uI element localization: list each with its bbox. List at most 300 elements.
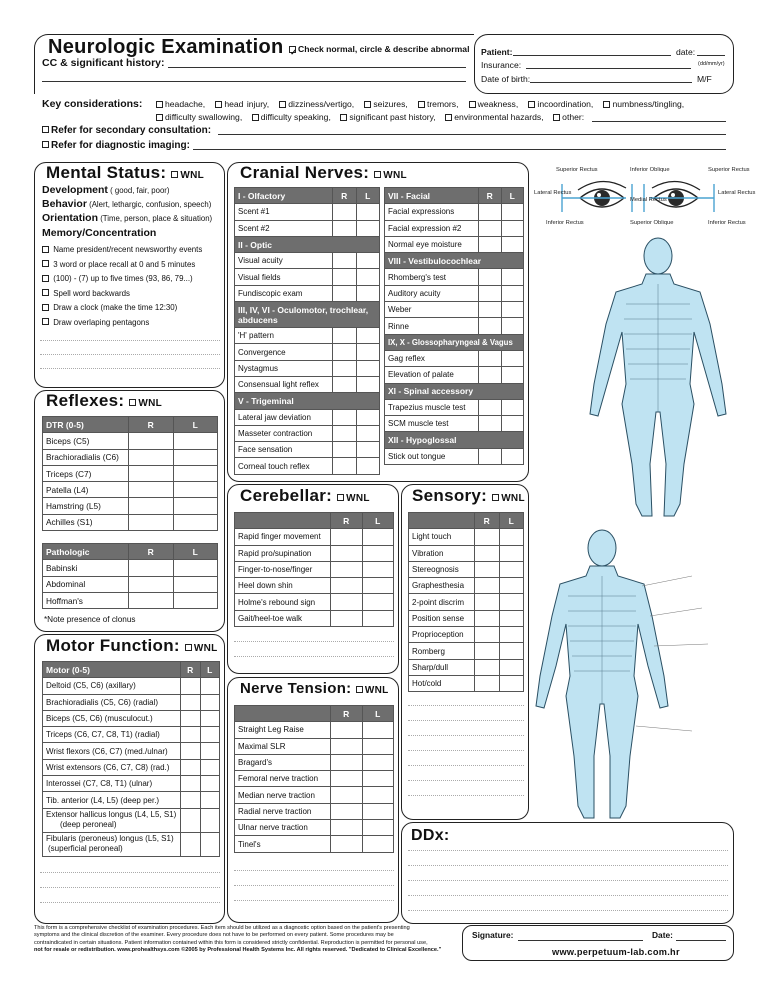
cell-r[interactable] <box>333 344 357 360</box>
cell-l[interactable] <box>173 498 218 514</box>
row-label: Gag reflex <box>385 350 479 366</box>
cell-r[interactable] <box>333 360 357 376</box>
cell-l[interactable] <box>499 627 524 643</box>
cell-l[interactable] <box>501 220 524 236</box>
cell-l[interactable] <box>499 659 524 675</box>
date-footer-line[interactable] <box>676 940 726 941</box>
row-label-line2: (superficial peroneal) <box>48 844 123 854</box>
notes-line[interactable] <box>234 900 394 901</box>
cell-l[interactable] <box>356 425 380 441</box>
notes-line[interactable] <box>408 735 524 736</box>
cell-l[interactable] <box>362 803 394 819</box>
cn5-head: V - Trigeminal <box>235 393 380 409</box>
cell-l[interactable] <box>200 678 220 694</box>
checkbox-icon[interactable] <box>42 275 49 282</box>
mental-item[interactable] <box>42 243 202 258</box>
memory-label: Memory/Concentration <box>42 227 157 239</box>
cell-l[interactable] <box>173 560 218 576</box>
cell-l[interactable] <box>356 458 380 474</box>
reflexes-title-text: Reflexes: <box>46 391 125 410</box>
cell-r[interactable] <box>181 832 201 856</box>
notes-line[interactable] <box>408 765 524 766</box>
col-r: R <box>475 513 500 529</box>
cell-l[interactable] <box>501 269 524 285</box>
cell-l[interactable] <box>200 694 220 710</box>
row-label: Bragard's <box>235 754 331 770</box>
cell-l[interactable] <box>173 592 218 608</box>
cell-l[interactable] <box>362 754 394 770</box>
cell-r[interactable] <box>181 710 201 726</box>
row-label: Wrist extensors (C6, C7, C8) (rad.) <box>43 759 181 775</box>
cn2-head: II - Optic <box>235 236 380 252</box>
checkbox-icon[interactable] <box>42 289 49 296</box>
check-note <box>289 44 470 57</box>
development-label: Development <box>42 184 108 196</box>
cell-r[interactable] <box>475 627 500 643</box>
tension-wnl[interactable] <box>356 685 389 696</box>
cell-l[interactable] <box>501 448 524 464</box>
ddx-title: DDx: <box>411 827 450 844</box>
cell-r[interactable] <box>479 318 502 334</box>
eye-label: Lateral Rectus <box>534 190 572 196</box>
ddx-line[interactable] <box>408 865 728 866</box>
cell-l[interactable] <box>362 836 394 852</box>
cell-r[interactable] <box>479 220 502 236</box>
cell-l[interactable] <box>200 808 220 832</box>
cerebellar-wnl[interactable] <box>337 493 370 504</box>
notes-line[interactable] <box>40 340 220 341</box>
sensory-wnl[interactable] <box>492 493 525 504</box>
cell-r[interactable] <box>181 792 201 808</box>
cell-r[interactable] <box>129 592 174 608</box>
sensory-title <box>412 486 525 506</box>
opt-environmental: environmental hazards, <box>454 112 544 122</box>
cell-l[interactable] <box>356 360 380 376</box>
cell-r[interactable] <box>129 465 174 481</box>
cell-r[interactable] <box>479 367 502 383</box>
cell-r[interactable] <box>475 610 500 626</box>
cell-r[interactable] <box>333 328 357 344</box>
row-label: Fundiscopic exam <box>235 285 333 301</box>
mental-item[interactable] <box>42 287 202 302</box>
col-r: R <box>331 513 363 529</box>
cell-l[interactable] <box>173 433 218 449</box>
row-label: Biceps (C5, C6) (musculocut.) <box>43 710 181 726</box>
notes-line[interactable] <box>408 720 524 721</box>
cell-l[interactable] <box>362 787 394 803</box>
eye-label: Superior Oblique <box>630 220 674 226</box>
cell-r[interactable] <box>331 545 363 561</box>
checkbox-icon[interactable] <box>215 101 222 108</box>
cell-l[interactable] <box>173 482 218 498</box>
cell-l[interactable] <box>499 545 524 561</box>
signature-line[interactable] <box>518 940 643 941</box>
cell-r[interactable] <box>333 204 357 220</box>
checkbox-icon[interactable] <box>418 101 425 108</box>
notes-line[interactable] <box>234 885 394 886</box>
row-label: Masseter contraction <box>235 425 333 441</box>
cell-l[interactable] <box>501 285 524 301</box>
notes-line[interactable] <box>234 870 394 871</box>
checkbox-icon: ✓ <box>290 46 298 57</box>
row-label: Sharp/dull <box>409 659 475 675</box>
orientation-line <box>42 212 212 224</box>
cell-l[interactable] <box>200 743 220 759</box>
disclaimer <box>34 925 459 955</box>
cell-r[interactable] <box>333 285 357 301</box>
cell-r[interactable] <box>181 776 201 792</box>
checkbox-icon[interactable] <box>445 114 452 121</box>
ddx-line[interactable] <box>408 910 728 911</box>
behavior-line <box>42 198 211 210</box>
checkbox-icon[interactable] <box>553 114 560 121</box>
checkbox-icon[interactable] <box>171 171 178 178</box>
cell-l[interactable] <box>499 561 524 577</box>
cell-r[interactable] <box>331 738 363 754</box>
cell-l[interactable] <box>200 727 220 743</box>
cell-l[interactable] <box>200 792 220 808</box>
cell-l[interactable] <box>499 578 524 594</box>
ddx-line[interactable] <box>408 850 728 851</box>
mental-item[interactable] <box>42 272 202 287</box>
ddx-box <box>401 822 734 924</box>
checkbox-icon[interactable] <box>364 101 371 108</box>
cell-l[interactable] <box>356 376 380 392</box>
mental-item[interactable] <box>42 316 202 331</box>
cell-r[interactable] <box>333 269 357 285</box>
cell-r[interactable] <box>333 220 357 236</box>
row-label: Rapid pro/supination <box>235 545 331 561</box>
row-label: Triceps (C7) <box>43 465 129 481</box>
checkbox-icon[interactable] <box>156 101 163 108</box>
checkbox-icon[interactable] <box>469 101 476 108</box>
head-icon <box>588 530 616 566</box>
row-label: Trapezius muscle test <box>385 399 479 415</box>
head-icon <box>644 238 672 274</box>
cell-l[interactable] <box>501 399 524 415</box>
cell-r[interactable] <box>129 482 174 498</box>
cell-r[interactable] <box>331 836 363 852</box>
checkbox-icon[interactable] <box>156 114 163 121</box>
row-label: Deltoid (C5, C6) (axillary) <box>43 678 181 694</box>
cell-r[interactable] <box>331 754 363 770</box>
cell-r[interactable] <box>331 771 363 787</box>
cell-l[interactable] <box>356 285 380 301</box>
notes-line[interactable] <box>40 368 220 369</box>
mental-item-text: (100) - (7) up to five times (93, 86, 79...) <box>53 274 193 283</box>
ddx-line[interactable] <box>408 880 728 881</box>
row-label: Elevation of palate <box>385 367 479 383</box>
row-label: Stereognosis <box>409 561 475 577</box>
cell-r[interactable] <box>333 409 357 425</box>
cell-l[interactable] <box>362 610 394 626</box>
cell-r[interactable] <box>331 561 363 577</box>
cell-r[interactable] <box>331 529 363 545</box>
cell-r[interactable] <box>129 449 174 465</box>
checkbox-icon[interactable] <box>42 318 49 325</box>
cell-r[interactable] <box>129 560 174 576</box>
cell-l[interactable] <box>362 578 394 594</box>
wnl-text: WNL <box>383 170 407 181</box>
row-label: Achilles (S1) <box>43 514 129 530</box>
mental-item[interactable] <box>42 258 202 273</box>
cerebellar-table <box>234 512 394 627</box>
site-link[interactable]: www.perpetuum-lab.com.hr <box>552 947 680 957</box>
checkbox-icon[interactable] <box>42 141 49 148</box>
cell-l[interactable] <box>200 776 220 792</box>
row-label: Consensual light reflex <box>235 376 333 392</box>
cell-r[interactable] <box>129 514 174 530</box>
cell-l[interactable] <box>499 529 524 545</box>
cell-r[interactable] <box>331 610 363 626</box>
cell-l[interactable] <box>501 318 524 334</box>
row-label: Abdominal <box>43 576 129 592</box>
cell-r[interactable] <box>181 694 201 710</box>
cell-r[interactable] <box>475 594 500 610</box>
cn1-head: I - Olfactory <box>235 188 333 204</box>
cell-r[interactable] <box>331 803 363 819</box>
development-line <box>42 184 169 196</box>
cell-r[interactable] <box>479 350 502 366</box>
cell-l[interactable] <box>356 409 380 425</box>
mental-item-text: Spell word backwards <box>53 288 130 298</box>
cn9-head: IX, X - Glossopharyngeal & Vagus <box>385 334 524 350</box>
cell-l[interactable] <box>362 529 394 545</box>
cell-r[interactable] <box>333 376 357 392</box>
cell-l[interactable] <box>501 367 524 383</box>
notes-line[interactable] <box>234 641 394 642</box>
row-label: Rapid finger movement <box>235 529 331 545</box>
date-line[interactable] <box>697 55 725 56</box>
row-label-line2: (deep peroneal) <box>60 820 117 830</box>
checkbox-icon[interactable] <box>279 101 286 108</box>
cell-r[interactable] <box>129 433 174 449</box>
notes-line[interactable] <box>408 780 524 781</box>
notes-line[interactable] <box>408 795 524 796</box>
referral-1-line[interactable] <box>218 134 726 135</box>
checkbox-icon[interactable] <box>337 494 344 501</box>
cell-l[interactable] <box>356 328 380 344</box>
mental-item-text: Draw a clock (make the time 12:30) <box>53 303 178 312</box>
cc-line-2[interactable] <box>42 81 466 82</box>
cell-l[interactable] <box>362 545 394 561</box>
cell-r[interactable] <box>181 759 201 775</box>
mental-item-text: 3 word or place recall at 0 and 5 minutes <box>53 259 196 269</box>
opt-tremors: tremors, <box>426 99 459 109</box>
cell-l[interactable] <box>362 594 394 610</box>
cell-l[interactable] <box>362 820 394 836</box>
notes-line[interactable] <box>40 354 220 355</box>
cell-r[interactable] <box>331 820 363 836</box>
considerations-row2 <box>156 112 584 122</box>
row-label: Babinski <box>43 560 129 576</box>
notes-line[interactable] <box>40 872 220 873</box>
dob-line[interactable] <box>530 82 692 83</box>
cell-r[interactable] <box>475 659 500 675</box>
eye-label: Inferior Oblique <box>630 167 670 173</box>
row-label: Facial expressions <box>385 204 479 220</box>
reflexes-wnl[interactable] <box>129 398 162 409</box>
cell-l[interactable] <box>356 204 380 220</box>
cell-r[interactable] <box>479 399 502 415</box>
cell-l[interactable] <box>362 722 394 738</box>
cranial-wnl[interactable] <box>374 170 407 181</box>
eye-label: Superior Rectus <box>556 167 598 173</box>
cell-r[interactable] <box>181 743 201 759</box>
patient-line[interactable] <box>513 55 671 56</box>
cell-l[interactable] <box>362 771 394 787</box>
opt-speaking: difficulty speaking, <box>260 112 331 122</box>
eye-label: Medial Rectus <box>630 197 667 203</box>
cell-l[interactable] <box>173 576 218 592</box>
cell-r[interactable] <box>333 253 357 269</box>
pathologic-head: Pathologic <box>43 544 129 560</box>
wnl-text: WNL <box>364 685 389 696</box>
tension-table <box>234 705 394 853</box>
cc-line-1[interactable] <box>168 67 466 68</box>
checkbox-icon[interactable] <box>129 399 136 406</box>
checkbox-icon[interactable] <box>42 246 49 253</box>
cell-l[interactable] <box>173 449 218 465</box>
checkbox-icon[interactable] <box>42 304 49 311</box>
notes-line[interactable] <box>40 887 220 888</box>
mental-item[interactable] <box>42 301 202 316</box>
col-l: L <box>501 188 524 204</box>
notes-line[interactable] <box>234 656 394 657</box>
orientation-label: Orientation <box>42 212 99 224</box>
motor-wnl[interactable] <box>185 643 218 654</box>
cell-r[interactable] <box>129 498 174 514</box>
row-label: Scent #1 <box>235 204 333 220</box>
cn11-head: XI - Spinal accessory <box>385 383 524 399</box>
cn3-head-line2: abducens <box>238 314 278 325</box>
cell-l[interactable] <box>501 204 524 220</box>
cn3-head-line1: III, IV, VI - Oculomotor, trochlear, <box>238 304 369 315</box>
cell-r[interactable] <box>475 578 500 594</box>
cell-r[interactable] <box>475 561 500 577</box>
notes-line[interactable] <box>408 705 524 706</box>
checkbox-icon[interactable] <box>356 686 363 693</box>
cell-r[interactable] <box>331 594 363 610</box>
cell-r[interactable] <box>479 302 502 318</box>
cell-l[interactable] <box>356 269 380 285</box>
checkbox-icon[interactable] <box>42 260 49 267</box>
checkbox-icon[interactable] <box>603 101 610 108</box>
cell-r[interactable] <box>479 236 502 252</box>
cell-r[interactable] <box>181 678 201 694</box>
cranial-right-table <box>384 187 524 465</box>
col-r: R <box>331 706 363 722</box>
cell-l[interactable] <box>356 344 380 360</box>
referral-2-line[interactable] <box>193 149 726 150</box>
checkbox-icon[interactable] <box>340 114 347 121</box>
cell-l[interactable] <box>501 416 524 432</box>
cell-l[interactable] <box>499 643 524 659</box>
development-opts: ( good, fair, poor) <box>110 186 170 195</box>
cell-l[interactable] <box>173 465 218 481</box>
cell-l[interactable] <box>356 220 380 236</box>
checkbox-icon[interactable] <box>252 114 259 121</box>
cell-r[interactable] <box>181 727 201 743</box>
signature-label: Signature: <box>472 930 514 940</box>
cell-r[interactable] <box>181 808 201 832</box>
row-label: Convergence <box>235 344 333 360</box>
cell-l[interactable] <box>501 350 524 366</box>
cell-r[interactable] <box>333 458 357 474</box>
row-label: Radial nerve traction <box>235 803 331 819</box>
cell-l[interactable] <box>356 253 380 269</box>
cell-r[interactable] <box>129 576 174 592</box>
cell-r[interactable] <box>479 416 502 432</box>
row-label: Heel down shin <box>235 578 331 594</box>
cell-l[interactable] <box>200 832 220 856</box>
page-title: Neurologic Examination <box>48 36 284 58</box>
opt-past-history: significant past history, <box>349 112 436 122</box>
cell-r[interactable] <box>331 787 363 803</box>
checkbox-icon[interactable] <box>492 494 499 501</box>
cell-l[interactable] <box>501 302 524 318</box>
col-r: R <box>479 188 502 204</box>
cell-l[interactable] <box>499 610 524 626</box>
pathologic-table <box>42 543 218 609</box>
cell-l[interactable] <box>499 675 524 691</box>
mental-wnl[interactable] <box>171 170 204 181</box>
cell-r[interactable] <box>479 285 502 301</box>
opt-dizziness: dizziness/vertigo, <box>288 99 355 109</box>
row-label: 'H' pattern <box>235 328 333 344</box>
cell-r[interactable] <box>331 578 363 594</box>
cell-l[interactable] <box>362 561 394 577</box>
checkbox-icon[interactable] <box>528 101 535 108</box>
cell-r[interactable] <box>479 448 502 464</box>
cell-l[interactable] <box>173 514 218 530</box>
checkbox-icon[interactable] <box>185 644 192 651</box>
row-label: Proprioception <box>409 627 475 643</box>
checkbox-icon[interactable] <box>42 126 49 133</box>
cell-l[interactable] <box>499 594 524 610</box>
cell-l[interactable] <box>501 236 524 252</box>
cn3-head <box>235 302 380 328</box>
cell-l[interactable] <box>200 759 220 775</box>
cell-l[interactable] <box>362 738 394 754</box>
cell-r[interactable] <box>475 545 500 561</box>
cell-l[interactable] <box>356 442 380 458</box>
notes-line[interactable] <box>408 750 524 751</box>
row-label: Vibration <box>409 545 475 561</box>
row-label: Visual acuity <box>235 253 333 269</box>
cell-r[interactable] <box>479 204 502 220</box>
dtr-head: DTR (0-5) <box>43 417 129 433</box>
orientation-opts: (Time, person, place & situation) <box>100 214 213 223</box>
cell-r[interactable] <box>333 442 357 458</box>
cell-r[interactable] <box>479 269 502 285</box>
ddx-line[interactable] <box>408 895 728 896</box>
row-label: Facial expression #2 <box>385 220 479 236</box>
eye-label: Superior Rectus <box>708 167 750 173</box>
cell-r[interactable] <box>331 722 363 738</box>
cell-r[interactable] <box>475 675 500 691</box>
cell-r[interactable] <box>475 529 500 545</box>
cell-l[interactable] <box>200 710 220 726</box>
mental-title-text: Mental Status: <box>46 163 167 182</box>
insurance-line[interactable] <box>526 68 691 69</box>
other-line[interactable] <box>592 121 726 122</box>
checkbox-icon[interactable] <box>374 171 381 178</box>
cell-r[interactable] <box>475 643 500 659</box>
notes-line[interactable] <box>40 902 220 903</box>
row-label: Auditory acuity <box>385 285 479 301</box>
cell-r[interactable] <box>333 425 357 441</box>
